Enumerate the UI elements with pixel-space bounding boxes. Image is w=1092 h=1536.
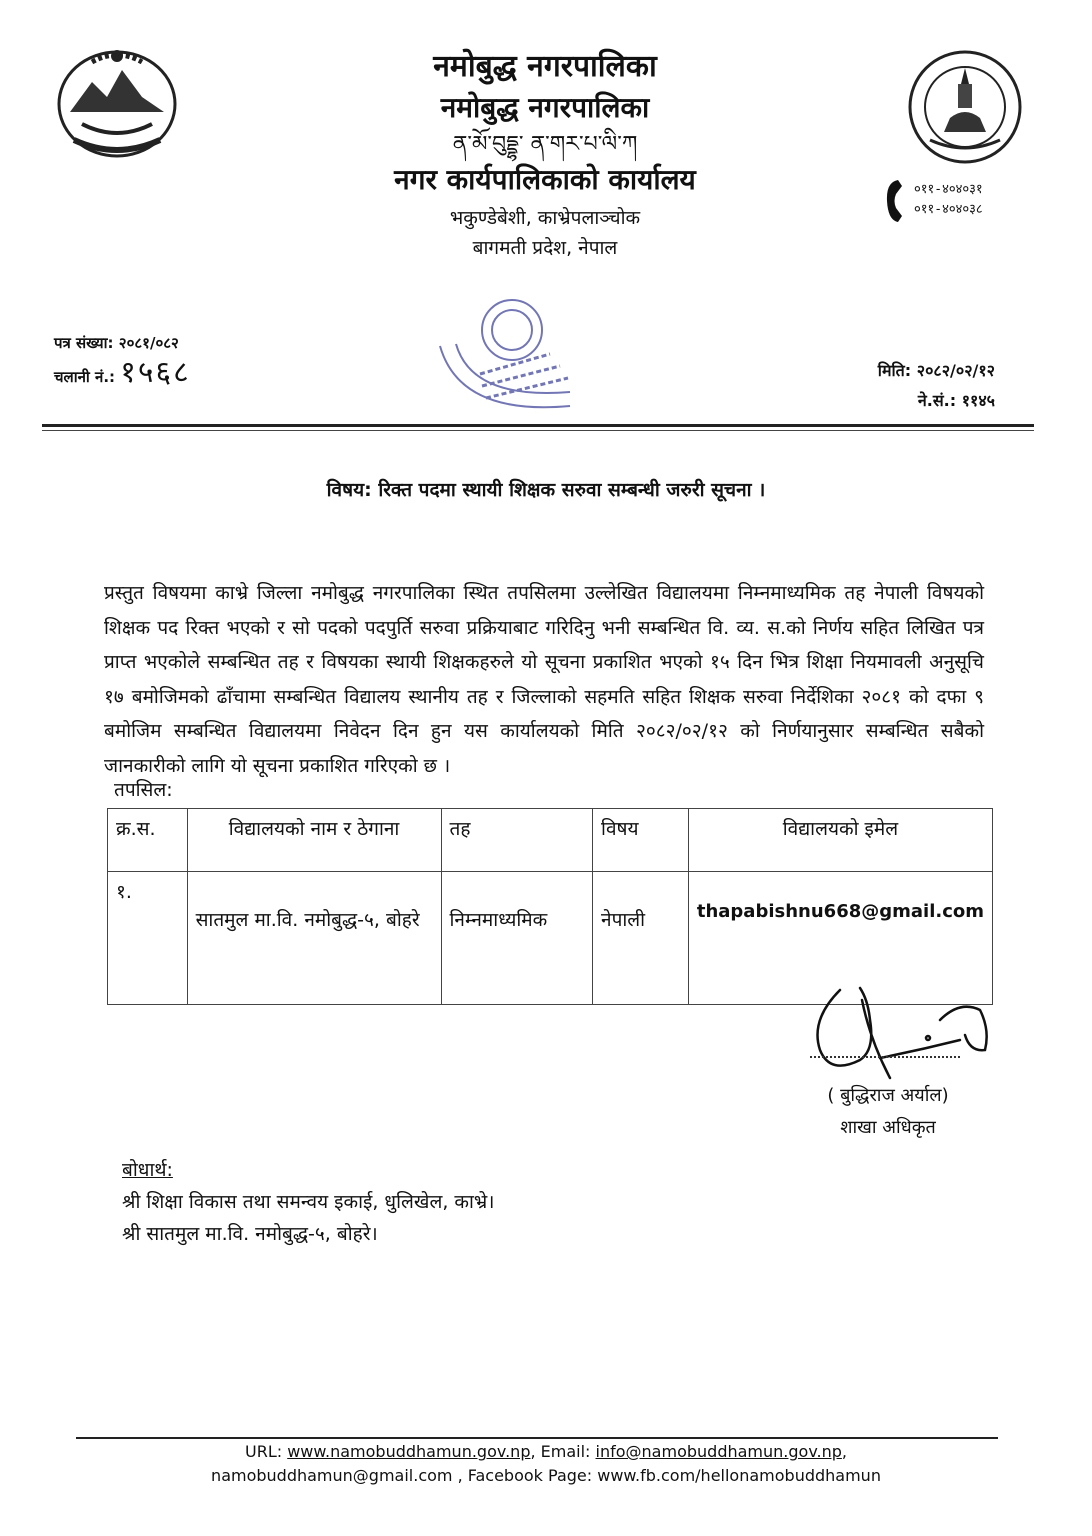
footer-email-label: Email: xyxy=(540,1442,591,1461)
patra-sankhya-label: पत्र संख्या: xyxy=(54,334,114,352)
phone-icon xyxy=(884,178,910,224)
details-label: तपसिल: xyxy=(114,779,173,801)
office-stamp xyxy=(420,296,600,428)
footer-url-link[interactable]: www.namobuddhamun.gov.np xyxy=(287,1442,531,1461)
municipality-name-newari: नमोबुद्ध नगरपालिका xyxy=(440,91,650,124)
column-header: विषय xyxy=(593,809,689,872)
handwritten-signature xyxy=(800,980,1000,1090)
cell-level: निम्नमाध्यमिक xyxy=(441,872,593,1005)
footer-divider xyxy=(76,1437,998,1439)
signer-block xyxy=(808,1080,968,1144)
signer-name: ( बुद्धिराज अर्याल) xyxy=(827,1085,949,1106)
miti-value: २०८२/०२/१२ xyxy=(916,361,995,380)
column-header: विद्यालयको इमेल xyxy=(688,809,992,872)
nepal-samvat-label: ने.सं.: xyxy=(917,391,957,410)
nepal-samvat-value: ११४५ xyxy=(961,391,995,410)
copy-to-label: बोधार्थ: xyxy=(122,1159,173,1181)
office-name: नगर कार्यपालिकाको कार्यालय xyxy=(394,163,696,196)
signer-title: शाखा अधिकृत xyxy=(840,1117,936,1138)
copy-to-item: श्री सातमुल मा.वि. नमोबुद्ध-५, बोहरे। xyxy=(122,1223,378,1245)
phone-number: ०११-४०४०३८ xyxy=(914,202,983,217)
letterhead xyxy=(280,48,810,262)
column-header: विद्यालयको नाम र ठेगाना xyxy=(187,809,441,872)
copy-to-item: श्री शिक्षा विकास तथा समन्वय इकाई, धुलिखेल, काभ्रे। xyxy=(122,1191,495,1213)
footer-email-link[interactable]: info@namobuddhamun.gov.np xyxy=(595,1442,842,1461)
municipality-name: नमोबुद्ध नगरपालिका xyxy=(433,49,657,84)
chalani-value: १५६८ xyxy=(120,355,191,390)
municipality-name-tibetan: ན་མོ་བུདྡྷ་ ན་གར་པ་ལི་ཀ xyxy=(452,132,638,157)
footer-email2[interactable]: namobuddhamun@gmail.com xyxy=(211,1466,453,1485)
cell-email: thapabishnu668@gmail.com xyxy=(688,872,992,1005)
letter-subject: विषय: रिक्त पदमा स्थायी शिक्षक सरुवा सम्बन्धी जरुरी सूचना । xyxy=(326,479,766,501)
reference-right xyxy=(840,356,995,416)
nepal-emblem-logo xyxy=(52,42,182,160)
phone-number: ०११-४०४०३१ xyxy=(914,182,983,197)
chalani-label: चलानी नं.: xyxy=(54,368,116,386)
patra-sankhya-value: २०८१/०८२ xyxy=(118,334,179,352)
phone-block xyxy=(884,178,1044,224)
footer: URL: www.namobuddhamun.gov.np, Email: info@namobuddhamun.gov.np, namobuddhamun@gmail.com , Facebook Page: www.fb.com/hellonamobuddhamun xyxy=(211,1442,881,1485)
cell-subject: नेपाली xyxy=(593,872,689,1005)
cell-school: सातमुल मा.वि. नमोबुद्ध-५, बोहरे xyxy=(187,872,441,1005)
footer-fb-link[interactable]: www.fb.com/hellonamobuddhamun xyxy=(597,1466,881,1485)
header-divider-thin xyxy=(42,430,1034,431)
column-header: तह xyxy=(441,809,593,872)
table-header-row xyxy=(108,809,993,872)
miti-label: मिति: xyxy=(877,361,912,380)
office-province: बागमती प्रदेश, नेपाल xyxy=(472,237,618,259)
header-divider xyxy=(42,424,1034,427)
reference-left xyxy=(54,328,191,392)
column-header: क्र.स. xyxy=(108,809,188,872)
office-address: भकुण्डेबेशी, काभ्रेपलाञ्चोक xyxy=(449,207,641,229)
school-table xyxy=(107,808,993,1005)
copy-to-block xyxy=(122,1154,494,1250)
footer-url-label: URL: xyxy=(244,1442,283,1461)
municipality-stupa-logo xyxy=(906,48,1024,166)
cell-serial: १. xyxy=(108,872,188,1005)
letter-body: प्रस्तुत विषयमा काभ्रे जिल्ला नमोबुद्ध नगरपालिका स्थित तपसिलमा उल्लेखित विद्यालयमा निम्नमाध्यमिक तह नेपाली विषयको शिक्षक पद रिक्त भएको र सो पदको पदपुर्ति सरुवा प्रक्रियाबाट गरिदिनु भनी सम्बन्धित वि. व्य. स.को निर्णय सहित लिखित पत्र प्राप्त भएकोले सम्बन्धित तह र विषयका स्थायी शिक्षकहरुले यो सूचना प्रकाशित भएको १५ दिन भित्र शिक्षा नियमावली अनुसूचि १७ बमोजिमको ढाँचामा सम्बन्धित विद्यालय स्थानीय तह र जिल्लाको सहमति सहित शिक्षक सरुवा निर्देशिका २०८१ को दफा ९ बमोजिम सम्बन्धित विद्यालयमा निवेदन दिन हुन यस कार्यालयको मिति २०८२/०२/१२ को निर्णयानुसार सम्बन्धित सबैको जानकारीको लागि यो सूचना प्रकाशित गरिएको छ । xyxy=(104,582,984,777)
footer-fb-label: Facebook Page: xyxy=(467,1466,593,1485)
signature-line xyxy=(810,1056,960,1058)
